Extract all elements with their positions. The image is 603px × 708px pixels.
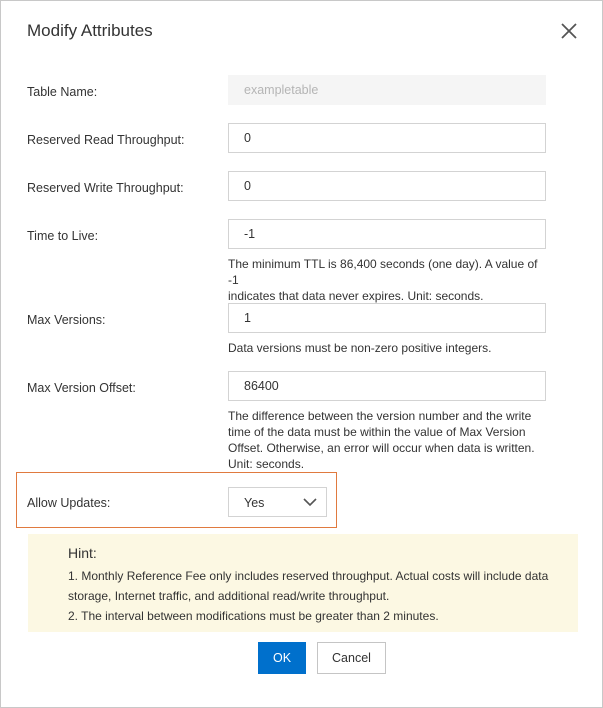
table-name-label: Table Name:	[27, 85, 98, 99]
ttl-label: Time to Live:	[27, 229, 99, 243]
table-name-input	[228, 75, 546, 105]
max-versions-input[interactable]	[228, 303, 546, 333]
read-throughput-input[interactable]	[228, 123, 546, 153]
ttl-input[interactable]	[228, 219, 546, 249]
hint-line: 2. The interval between modifications must be greater than 2 minutes.	[68, 609, 439, 623]
allow-updates-label: Allow Updates:	[27, 496, 111, 510]
hint-line: 1. Monthly Reference Fee only includes reserved throughput. Actual costs will include data	[68, 569, 549, 583]
close-icon[interactable]	[559, 21, 579, 41]
write-throughput-input[interactable]	[228, 171, 546, 201]
dialog-title: Modify Attributes	[27, 21, 153, 40]
max-version-offset-input[interactable]	[228, 371, 546, 401]
hint-title: Hint:	[68, 545, 97, 561]
allow-updates-select[interactable]	[228, 487, 327, 517]
cancel-button[interactable]: Cancel	[317, 642, 386, 674]
ok-button[interactable]: OK	[258, 642, 306, 674]
hint-line: storage, Internet traffic, and additional read/write throughput.	[68, 589, 390, 603]
hint-box	[28, 534, 578, 632]
max-versions-help: Data versions must be non-zero positive integers.	[228, 341, 492, 355]
allow-updates-value: Yes	[244, 496, 265, 510]
max-version-offset-label: Max Version Offset:	[27, 381, 136, 395]
max-versions-label: Max Versions:	[27, 313, 106, 327]
read-throughput-label: Reserved Read Throughput:	[27, 133, 185, 147]
write-throughput-label: Reserved Write Throughput:	[27, 181, 184, 195]
max-version-offset-help: The difference between the version number and the write time of the data must be within the value of Max Version Offset. Otherwise, an error will occur when data is written. Unit: seconds.	[228, 409, 535, 471]
ttl-help: The minimum TTL is 86,400 seconds (one day). A value of -1 indicates that data never expires. Unit: seconds.	[228, 257, 538, 303]
chevron-down-icon	[303, 497, 317, 507]
